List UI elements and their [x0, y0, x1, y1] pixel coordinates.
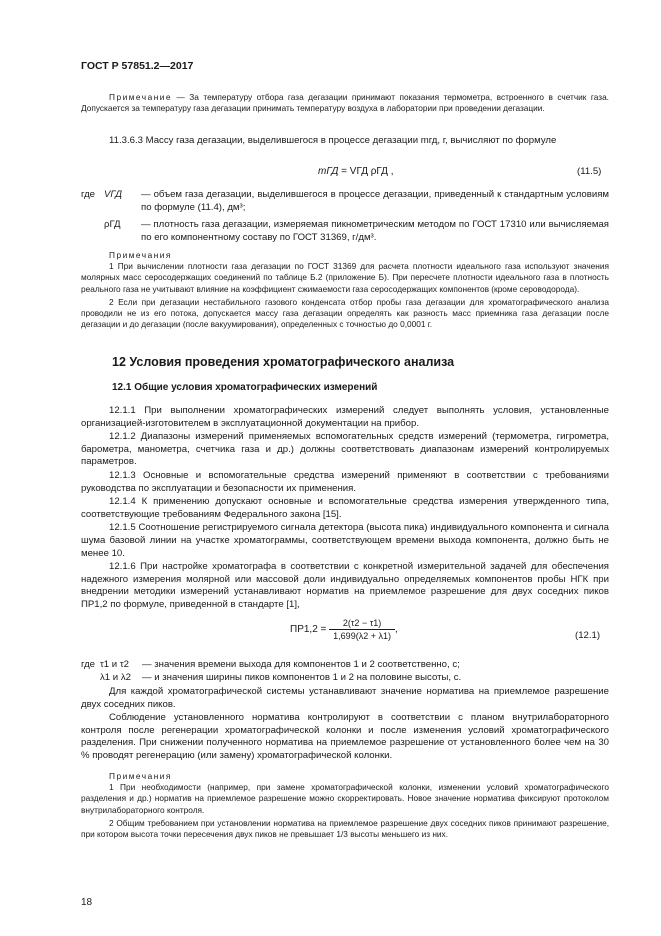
note-text: — За температуру отбора газа дегазации принимают показания термометра, встроенного в счетчик газа. Допускается за температуру газа дегазации принимать температуру воздуха в лаборатории при проведении дегазации.: [81, 92, 609, 114]
section-12-heading: 12 Условия проведения хроматографического анализа: [112, 355, 455, 369]
note-2-1: 1 При необходимости (например, при замене хроматографической колонки, изменении условий хроматографического разделения и др.) норматив на приемлемое разрешение можно скорректировать. Новое значение норматива фиксируют протоколом внутрилабораторного контроля.: [81, 782, 609, 815]
note-label: Примечание: [109, 92, 173, 102]
symbol-v-gd: VГД: [104, 189, 122, 200]
formula-12-1-fraction: [329, 618, 395, 641]
note-1: 1 При вычислении плотности газа дегазации по ГОСТ 31369 для расчета плотности идеального газа используют значения молярных масс серосодержащих соединений по таблице Б.2 (приложение Б). При пересчете плотности идеального газа в плотность реального газа не учитывают влияние на коэффициент сжимаемости газа серосодержащих компонентов (кроме сероводорода).: [81, 261, 609, 294]
notes-block-1: [81, 250, 609, 330]
formula-12-1-denominator: 1,699(λ2 + λ1): [333, 631, 391, 641]
paragraph-12-1-4: 12.1.4 К применению допускают основные и вспомогательные средства измерения утвержденного типа, соответствующие требованиям Федерального закона [15].: [81, 496, 609, 520]
formula-11-5: [318, 166, 394, 177]
paragraph-12-1-2: 12.1.2 Диапазоны измерений применяемых вспомогательных средств измерений (термометра, гигрометра, барометра, манометра, счетчика газа и др.) должны соответствовать диапазонам измерений контролируемых параметров.: [81, 431, 609, 468]
symbol-rho-gd: ρГД: [104, 219, 121, 230]
formula-rhs: = VГД ρГД ,: [338, 166, 394, 177]
definition-tau: — значения времени выхода для компонентов 1 и 2 соответственно, с;: [142, 659, 460, 670]
paragraph-12-1-6: 12.1.6 При настройке хроматографа в соответствии с конкретной измерительной задачей для обеспечения надежного измерения молярной или массовой доли индивидуально определяемых компонентов пробы НГК при внедрении методики измерений устанавливают норматив на приемлемое разрешение для двух соседних пиков ПР1,2 по формуле, приведенной в стандарте [1],: [81, 561, 609, 610]
symbol-tau: τ1 и τ2: [100, 659, 129, 670]
closing-paragraphs: [81, 686, 609, 763]
paragraph-resolution-norm: Для каждой хроматографической системы устанавливают значение норматива на приемлемое разрешение двух соседних пиков.: [81, 686, 609, 710]
formula-12-1: ПР1,2 = $\frac{2(\tau 2 - \tau 1)}{1,699(\lambda 2 + \lambda 1)}$ ,: [290, 618, 398, 641]
paragraph-12-1-1: 12.1.1 При выполнении хроматографических измерений следует выполнять условия, установленные организацией-изготовителем в эксплуатационной документации на прибор.: [81, 405, 609, 429]
paragraph-12-1-3: 12.1.3 Основные и вспомогательные средства измерений применяют в соответствии с требованиями руководства по эксплуатации и безопасности их применения.: [81, 469, 609, 494]
paragraph-12-1-5: 12.1.5 Соотношение регистрируемого сигнала детектора (высота пика) индивидуального компонента и сигнала шума базовой линии на участке хроматограммы, соответствующем времени выхода компонента, должно быть не менее 10.: [81, 522, 609, 559]
formula-12-1-lhs: ПР1,2 =: [290, 624, 327, 636]
formula-number-11-5: (11.5): [577, 166, 602, 177]
notes-label: Примечания: [109, 250, 172, 260]
section-12-1-heading: 12.1 Общие условия хроматографических измерений: [112, 382, 378, 393]
page-number: 18: [81, 897, 93, 908]
standard-header: ГОСТ Р 57851.2—2017: [81, 60, 194, 72]
definition-v-gd: — объем газа дегазации, выделившегося в процессе дегазации, приведенный к стандартным условиям по формуле (11.4), дм³;: [141, 189, 609, 213]
formula-number-12-1: (12.1): [575, 630, 601, 641]
note-2-2: 2 Общим требованием при установлении норматива на приемлемое разрешение двух соседних пиков принимают разрешение, при котором высота точки пересечения двух пиков не превышает 1/3 высоты меньшего из них.: [81, 817, 609, 840]
where-label-2: где: [81, 659, 96, 670]
definition-lambda: — и значения ширины пиков компонентов 1 и 2 на половине высоты, с.: [142, 672, 462, 683]
formula-lhs: mГД: [318, 166, 339, 177]
paragraph-11-3-6-3: 11.3.6.3 Массу газа дегазации, выделившегося в процессе дегазации mгд, г, вычисляют по формуле: [109, 135, 557, 146]
section-12-1-body: [81, 405, 609, 612]
notes-label-2: Примечания: [109, 771, 172, 781]
note-top: [81, 92, 609, 114]
definition-rho-gd: — плотность газа дегазации, измеряемая пикнометрическим методом по ГОСТ 17310 или вычисляемая по его компонентному составу по ГОСТ 31369, г/дм³.: [141, 219, 609, 243]
symbol-lambda: λ1 и λ2: [100, 672, 131, 683]
notes-block-2: [81, 771, 609, 840]
paragraph-norm-control: Соблюдение установленного норматива контролируют в соответствии с планом внутрилабораторного контроля после регенерации хроматографической колонки и после изменения условий хроматографического разделения. При снижении полученного норматива на приемлемое разрешение от установленного более чем на 30 % проводят регенерацию (или замену) хроматографической колонки.: [81, 712, 609, 761]
where-label: где: [81, 189, 96, 200]
formula-12-1-numerator: 2(τ2 − τ1): [329, 618, 395, 630]
note-2: 2 Если при дегазации нестабильного газового конденсата отбор пробы газа дегазации для хроматографического анализа проводили не из его потока, допускается массу газа дегазации определять как разность масс приемника газа дегазации после дегазации и до дегазации (после вакуумирования), определенных с точностью до 0,0001 г.: [81, 296, 609, 330]
